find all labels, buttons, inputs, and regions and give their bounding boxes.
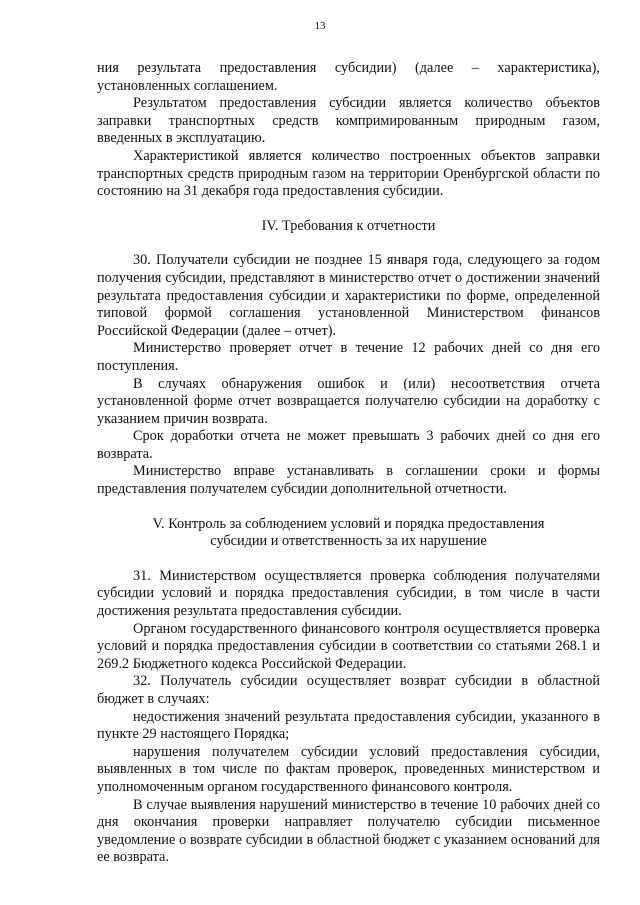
- intro-paragraph-2: Результатом предоставления субсидии является количество объектов заправки транспортных средств компримированным природным газом, введенных в эксплуатацию.: [97, 95, 600, 147]
- section-4-paragraph-1: 30. Получатели субсидии не позднее 15 января года, следующего за годом получения субсидии, представляют в министерство отчет о достижении значений результата предоставления субсидии и характеристики по форме, определенной типовой формой соглашения установленной Министерством финансов Российской Федерации (далее – отчет).: [97, 252, 600, 339]
- document-body: [97, 60, 600, 867]
- intro-paragraph-1: ния результата предоставления субсидии) (далее – характеристика), установленных соглашением.: [97, 60, 600, 94]
- section-4-paragraph-4: Срок доработки отчета не может превышать 3 рабочих дней со дня его возврата.: [97, 428, 600, 462]
- section-5-paragraph-4: недостижения значений результата предоставления субсидии, указанного в пункте 29 настоящего Порядка;: [97, 708, 600, 743]
- section-5-paragraph-1: 31. Министерством осуществляется проверка соблюдения получателями субсидии условий и порядка предоставления субсидии, в том числе в части достижения результата предоставления субсидии.: [97, 567, 600, 620]
- intro-paragraph-3: Характеристикой является количество построенных объектов заправки транспортных средств природным газом на территории Оренбургской области по состоянию на 31 декабря года предоставления субсидии.: [97, 147, 600, 200]
- page-number: 13: [314, 20, 326, 32]
- section-4-heading: [97, 218, 600, 236]
- section-5-title-line-2: субсидии и ответственность за их нарушение: [210, 533, 487, 550]
- section-5-heading: [97, 516, 600, 551]
- section-5-title-line-1: V. Контроль за соблюдением условий и порядка предоставления: [152, 515, 545, 532]
- section-5-paragraph-3: 32. Получатель субсидии осуществляет возврат субсидии в областной бюджет в случаях:: [97, 673, 600, 707]
- section-5-paragraph-5: нарушения получателем субсидии условий предоставления субсидии, выявленных в том числе по фактам проверок, проведенных министерством и уполномоченным органом государственного финансового контроля.: [97, 743, 600, 795]
- section-5-paragraph-6: В случае выявления нарушений министерство в течение 10 рабочих дней со дня окончания проверки направляет получателю субсидии письменное уведомление о возврате субсидии в областной бюджет с указанием оснований для ее возврата.: [97, 796, 600, 866]
- section-5-paragraph-2: Органом государственного финансового контроля осуществляется проверка условий и порядка предоставления субсидии в соответствии со статьями 268.1 и 269.2 Бюджетного кодекса Российской Федерации.: [97, 620, 600, 672]
- section-4-paragraph-5: Министерство вправе устанавливать в соглашении сроки и формы представления получателем субсидии дополнительной отчетности.: [97, 463, 600, 498]
- section-4-title: IV. Требования к отчетности: [261, 217, 436, 234]
- section-4-paragraph-3: В случаях обнаружения ошибок и (или) несоответствия отчета установленной форме отчет возвращается получателю субсидии на доработку с указанием причин возврата.: [97, 375, 600, 427]
- section-4-paragraph-2: Министерство проверяет отчет в течение 12 рабочих дней со дня его поступления.: [97, 340, 600, 374]
